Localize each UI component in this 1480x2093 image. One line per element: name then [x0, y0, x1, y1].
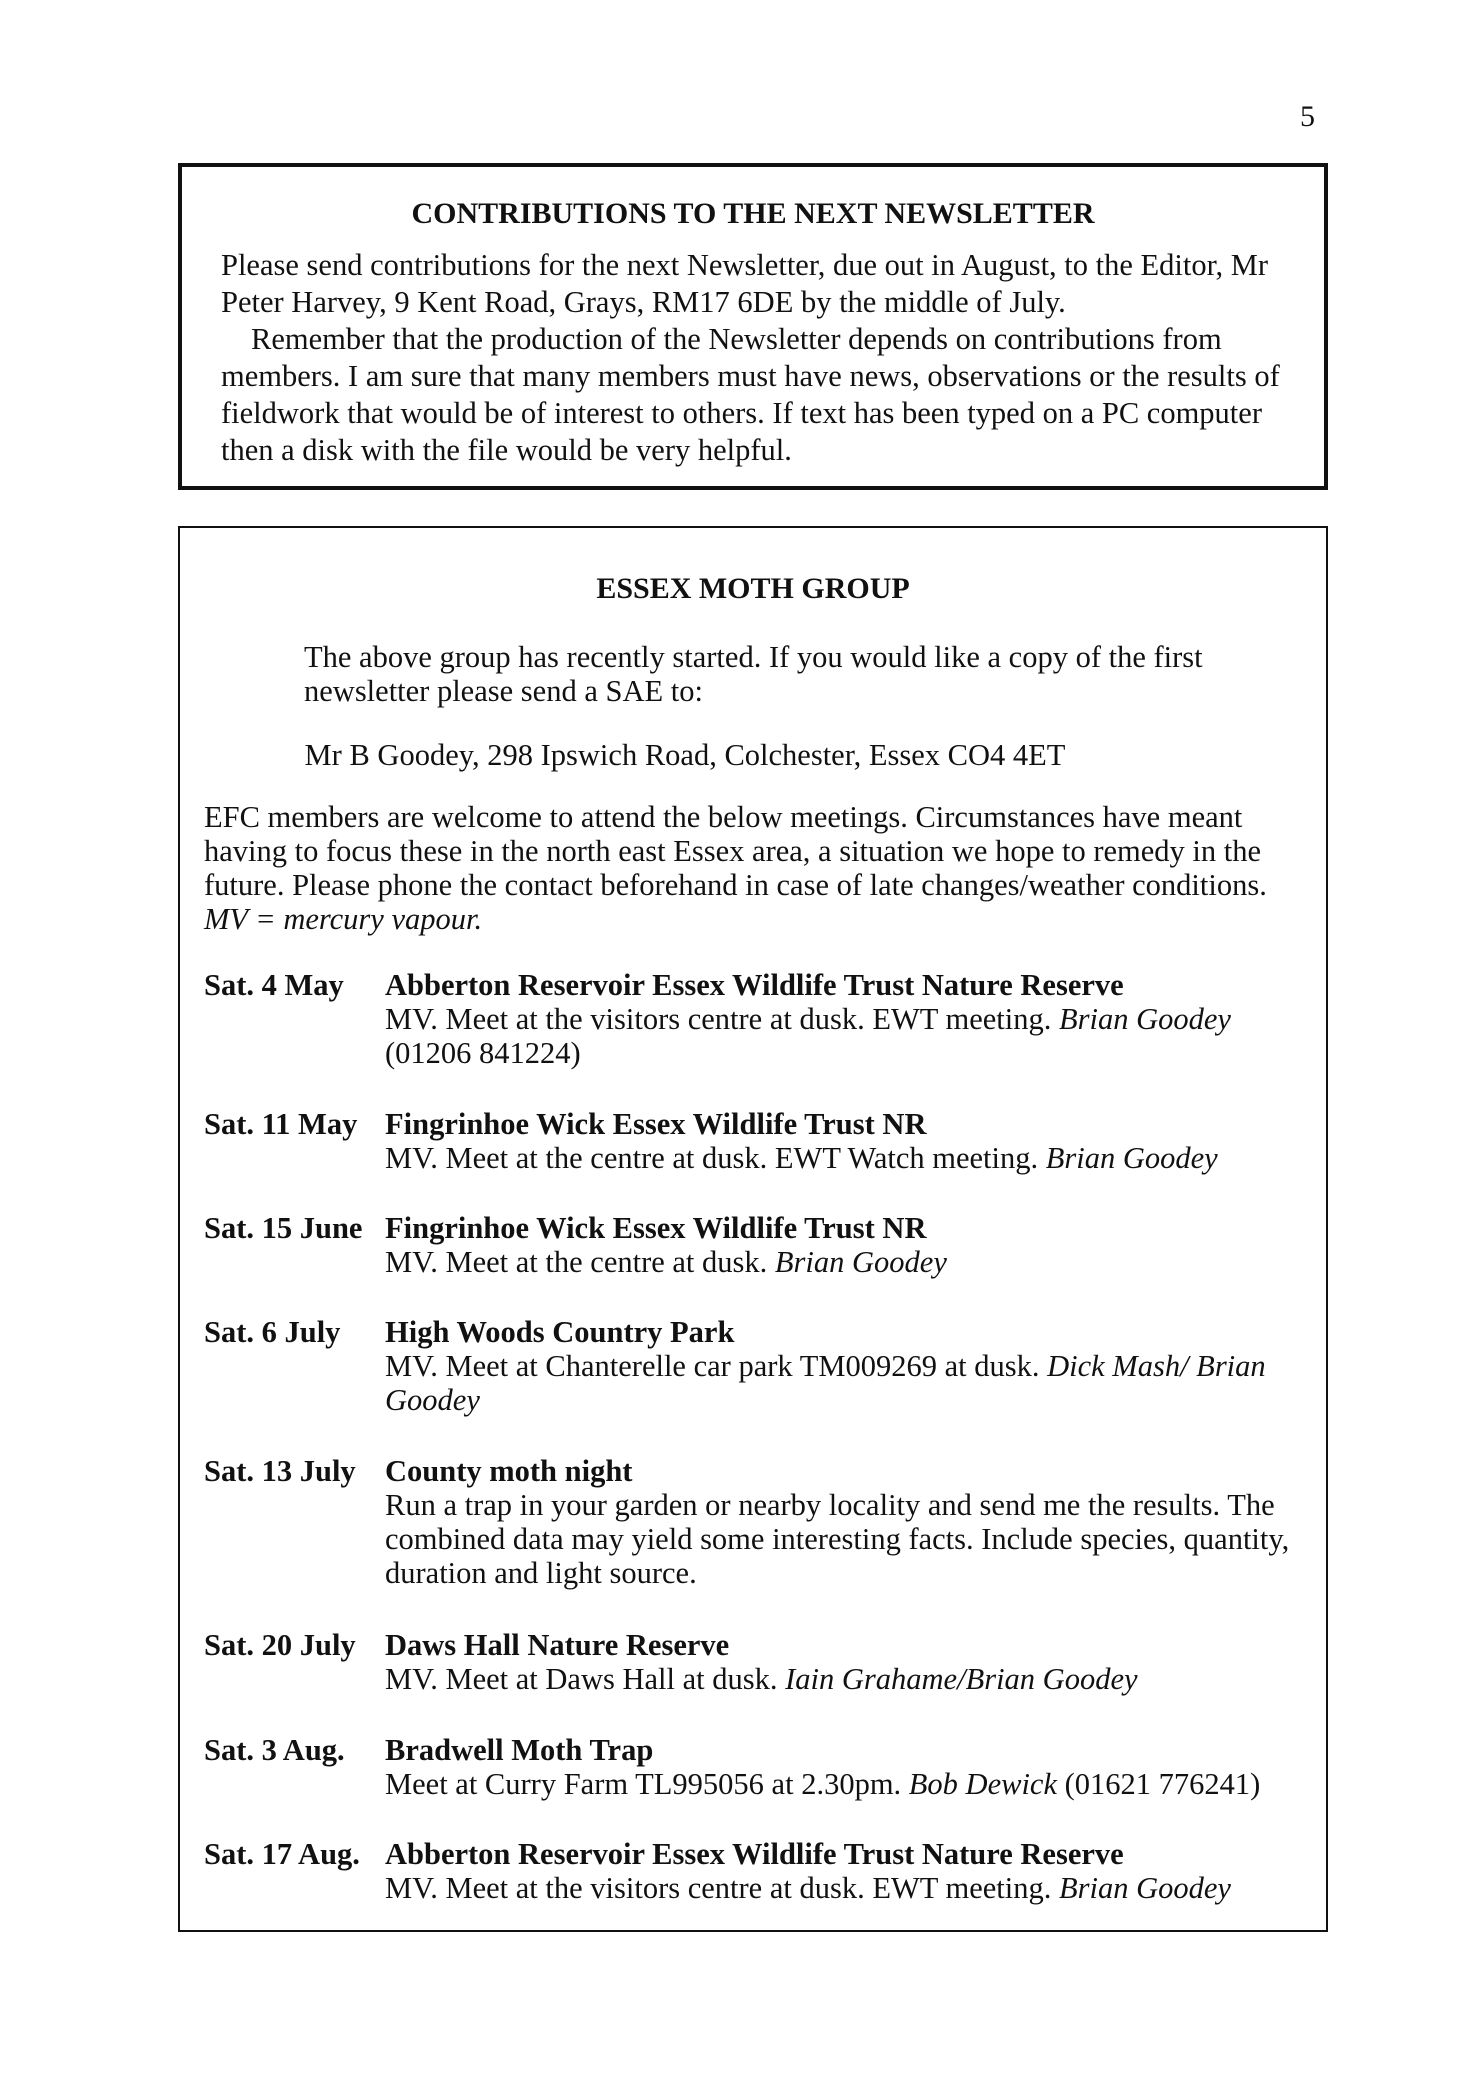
event-contact: Brian Goodey [1058, 1871, 1231, 1905]
contributions-box [178, 163, 1328, 490]
event-body [385, 1454, 1310, 1590]
event-date: Sat. 6 July [204, 1315, 341, 1349]
event-contact: Brian Goodey [774, 1245, 947, 1279]
event-date: Sat. 17 Aug. [204, 1837, 360, 1871]
event-body [385, 1628, 1310, 1696]
event-venue: Abberton Reservoir Essex Wildlife Trust Nature Reserve [385, 968, 1124, 1002]
event-details: MV. Meet at the visitors centre at dusk. EWT meeting. [385, 1871, 1052, 1905]
event-description [385, 1141, 1310, 1175]
contributions-paragraph-1: Please send contributions for the next Newsletter, due out in August, to the Editor, Mr Peter Harvey, 9 Kent Road, Grays, RM17 6DE by the middle of July. [221, 248, 1269, 319]
moth-group-address: Mr B Goodey, 298 Ipswich Road, Colchester, Essex CO4 4ET [304, 738, 1066, 772]
event-date: Sat. 3 Aug. [204, 1733, 345, 1767]
event-date: Sat. 13 July [204, 1454, 356, 1488]
page-number: 5 [1300, 100, 1315, 133]
event-description [385, 1002, 1310, 1070]
event-body [385, 1837, 1310, 1905]
event-contact: Bob Dewick [908, 1767, 1058, 1801]
event-venue: Fingrinhoe Wick Essex Wildlife Trust NR [385, 1107, 927, 1141]
event-phone: (01621 776241) [1064, 1767, 1261, 1801]
event-details: MV. Meet at Chanterelle car park TM009269 at dusk. [385, 1349, 1040, 1383]
event-date: Sat. 11 May [204, 1107, 358, 1141]
event-date: Sat. 4 May [204, 968, 344, 1002]
event-details: MV. Meet at Daws Hall at dusk. [385, 1662, 778, 1696]
moth-group-box [178, 526, 1328, 1932]
event-body [385, 1315, 1310, 1417]
efc-text: EFC members are welcome to attend the below meetings. Circumstances have meant having to focus these in the north east Essex area, a situation we hope to remedy in the future. Please phone the contact beforehand in case of late changes/weather conditions. [204, 800, 1267, 902]
efc-paragraph [204, 800, 1314, 936]
event-body [385, 968, 1310, 1070]
moth-group-intro: The above group has recently started. If you would like a copy of the first newsletter please send a SAE to: [304, 640, 1203, 708]
efc-note: MV = mercury vapour. [204, 902, 483, 936]
event-details: Run a trap in your garden or nearby locality and send me the results. The combined data may yield some interesting facts. Include species, quantity, duration and light source. [385, 1488, 1290, 1590]
event-venue: Daws Hall Nature Reserve [385, 1628, 730, 1662]
event-body [385, 1733, 1310, 1801]
event-description [385, 1871, 1310, 1905]
event-details: Meet at Curry Farm TL995056 at 2.30pm. [385, 1767, 902, 1801]
event-description [385, 1245, 1310, 1279]
event-body [385, 1107, 1310, 1175]
event-details: MV. Meet at the visitors centre at dusk. EWT meeting. [385, 1002, 1052, 1036]
event-date: Sat. 20 July [204, 1628, 356, 1662]
event-contact: Brian Goodey [1058, 1002, 1231, 1036]
contributions-title: CONTRIBUTIONS TO THE NEXT NEWSLETTER [411, 197, 1095, 230]
event-contact: Iain Grahame/Brian Goodey [785, 1662, 1138, 1696]
contributions-paragraph-2: Remember that the production of the Newsletter depends on contributions from members. I am sure that many members must have news, observations or the results of fieldwork that would be of interest to others. If text has been typed on a PC computer then a disk with the file would be very helpful. [221, 322, 1280, 467]
event-venue: County moth night [385, 1454, 633, 1488]
event-venue: Abberton Reservoir Essex Wildlife Trust Nature Reserve [385, 1837, 1124, 1871]
event-venue: High Woods Country Park [385, 1315, 735, 1349]
event-description [385, 1662, 1310, 1696]
event-phone: (01206 841224) [385, 1036, 581, 1070]
event-description [385, 1767, 1310, 1801]
event-details: MV. Meet at the centre at dusk. EWT Watch meeting. [385, 1141, 1039, 1175]
event-date: Sat. 15 June [204, 1211, 363, 1245]
event-venue: Fingrinhoe Wick Essex Wildlife Trust NR [385, 1211, 927, 1245]
event-contact: Dick Mash/ Brian Goodey [385, 1349, 1266, 1417]
event-details: MV. Meet at the centre at dusk. [385, 1245, 768, 1279]
event-body [385, 1211, 1310, 1279]
event-venue: Bradwell Moth Trap [385, 1733, 654, 1767]
event-description [385, 1349, 1310, 1417]
event-contact: Brian Goodey [1045, 1141, 1218, 1175]
moth-group-title: ESSEX MOTH GROUP [596, 572, 910, 605]
